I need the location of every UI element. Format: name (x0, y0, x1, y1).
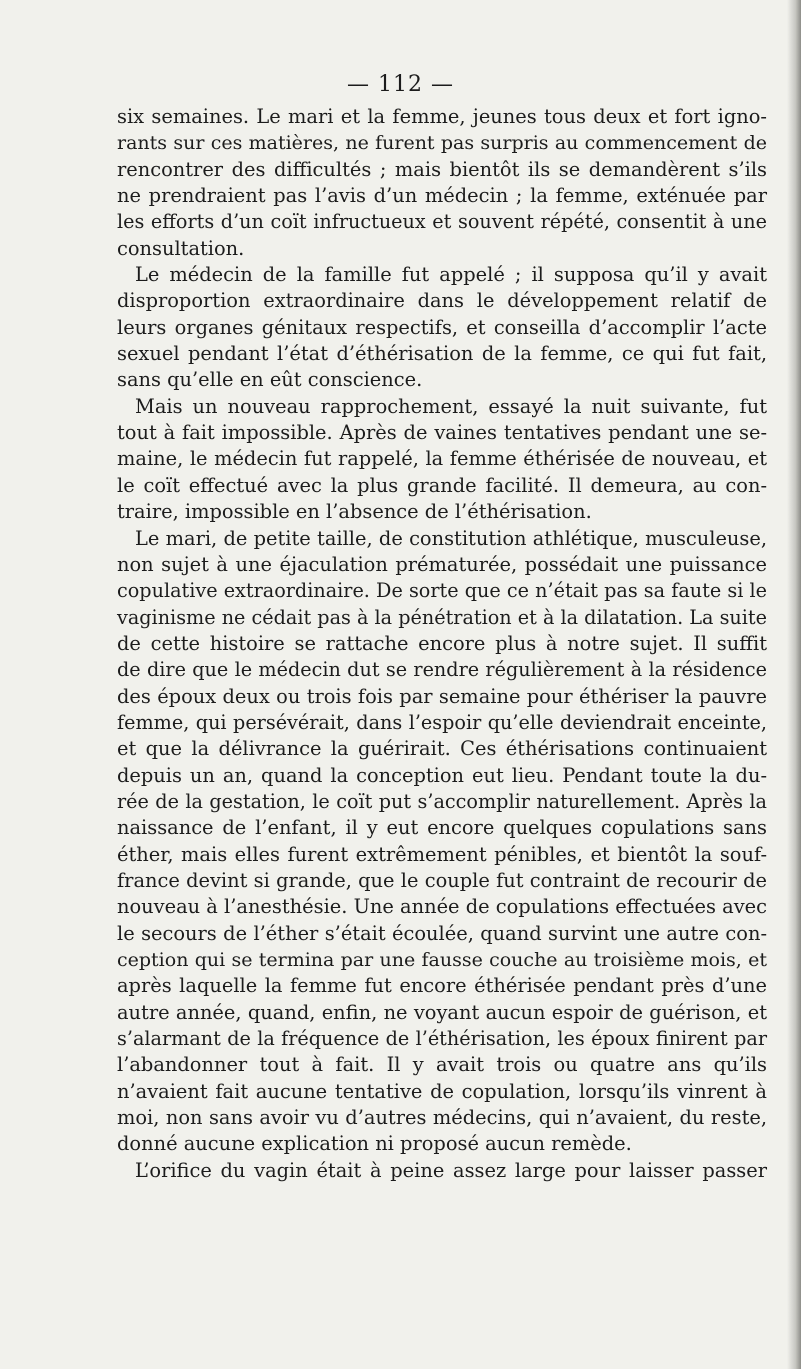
text-line: six semaines. Le mari et la femme, jeunes tous deux et fort igno- (117, 105, 767, 128)
text-line: leurs organes génitaux respectifs, et conseilla d’accomplir l’acte (117, 315, 767, 339)
text-line: nouveau à l’anesthésie. Une année de copulations effectuées avec (117, 895, 767, 919)
text-line: france devint si grande, que le couple fut contraint de recourir de (117, 868, 767, 892)
text-line: n’avaient fait aucune tentative de copulation, lorsqu’ils vinrent à (117, 1079, 767, 1103)
text-line: de cette histoire se rattache encore plus à notre sujet. Il suffit (117, 631, 767, 655)
text-line: vaginisme ne cédait pas à la pénétration et à la dilatation. La suite (117, 605, 767, 629)
text-line: rencontrer des difficultés ; mais bientôt ils se demandèrent s’ils (117, 157, 767, 181)
text-line: consultation. (117, 236, 245, 260)
page-number: — 112 — (347, 72, 454, 97)
text-line: après laquelle la femme fut encore éthérisée pendant près d’une (117, 974, 767, 998)
page-edge-shadow (787, 0, 801, 1369)
text-line: de dire que le médecin dut se rendre régulièrement à la résidence (117, 658, 767, 682)
text-line: le coït effectué avec la plus grande facilité. Il demeura, au con- (117, 473, 767, 497)
text-line: s’alarmant de la fréquence de l’éthérisation, les époux finirent par (117, 1027, 767, 1051)
text-line: disproportion extraordinaire dans le développement relatif de (117, 289, 767, 313)
text-line: depuis un an, quand la conception eut lieu. Pendant toute la du- (117, 763, 767, 787)
text-line: maine, le médecin fut rappelé, la femme éthérisée de nouveau, et (117, 447, 767, 471)
text-line: l’abandonner tout à fait. Il y avait trois ou quatre ans qu’ils (117, 1053, 767, 1077)
text-line: rants sur ces matières, ne furent pas surpris au commencement de (117, 132, 767, 155)
text-line: ne prendraient pas l’avis d’un médecin ; la femme, exténuée par (117, 184, 767, 208)
text-line: Le médecin de la famille fut appelé ; il supposa qu’il y avait (135, 263, 767, 287)
text-line: femme, qui persévérait, dans l’espoir qu’elle deviendrait enceinte, (117, 710, 767, 734)
text-line: moi, non sans avoir vu d’autres médecins, qui n’avaient, du reste, (117, 1106, 767, 1130)
text-line: donné aucune explication ni proposé aucun remède. (117, 1132, 632, 1156)
text-line: rée de la gestation, le coït put s’accomplir naturellement. Après la (117, 789, 767, 813)
text-line: les efforts d’un coït infructueux et souvent répété, consentit à une (117, 210, 767, 234)
text-line: éther, mais elles furent extrêmement pénibles, et bientôt la souf- (117, 842, 767, 866)
text-line: copulative extraordinaire. De sorte que ce n’était pas sa faute si le (117, 579, 767, 603)
body-text (117, 104, 767, 1184)
text-line: L’orifice du vagin était à peine assez large pour laisser passer (135, 1158, 767, 1182)
text-line: non sujet à une éjaculation prématurée, possédait une puissance (117, 552, 767, 576)
text-line: tout à fait impossible. Après de vaines tentatives pendant une se- (117, 421, 767, 445)
text-line: des époux deux ou trois fois par semaine pour éthériser la pauvre (117, 684, 767, 708)
text-line: et que la délivrance la guérirait. Ces éthérisations continuaient (117, 737, 767, 761)
text-line: ception qui se termina par une fausse couche au troisième mois, et (117, 949, 767, 971)
text-line: naissance de l’enfant, il y eut encore quelques copulations sans (117, 816, 767, 840)
text-line: le secours de l’éther s’était écoulée, quand survint une autre con- (117, 921, 767, 945)
text-line: Mais un nouveau rapprochement, essayé la nuit suivante, fut (135, 394, 767, 418)
text-line: traire, impossible en l’absence de l’éthérisation. (117, 500, 592, 524)
text-line: sexuel pendant l’état d’éthérisation de la femme, ce qui fut fait, (117, 342, 767, 366)
text-line: sans qu’elle en eût conscience. (117, 368, 423, 392)
text-line: Le mari, de petite taille, de constitution athlétique, musculeuse, (135, 526, 767, 550)
text-line: autre année, quand, enfin, ne voyant aucun espoir de guérison, et (117, 1000, 767, 1024)
